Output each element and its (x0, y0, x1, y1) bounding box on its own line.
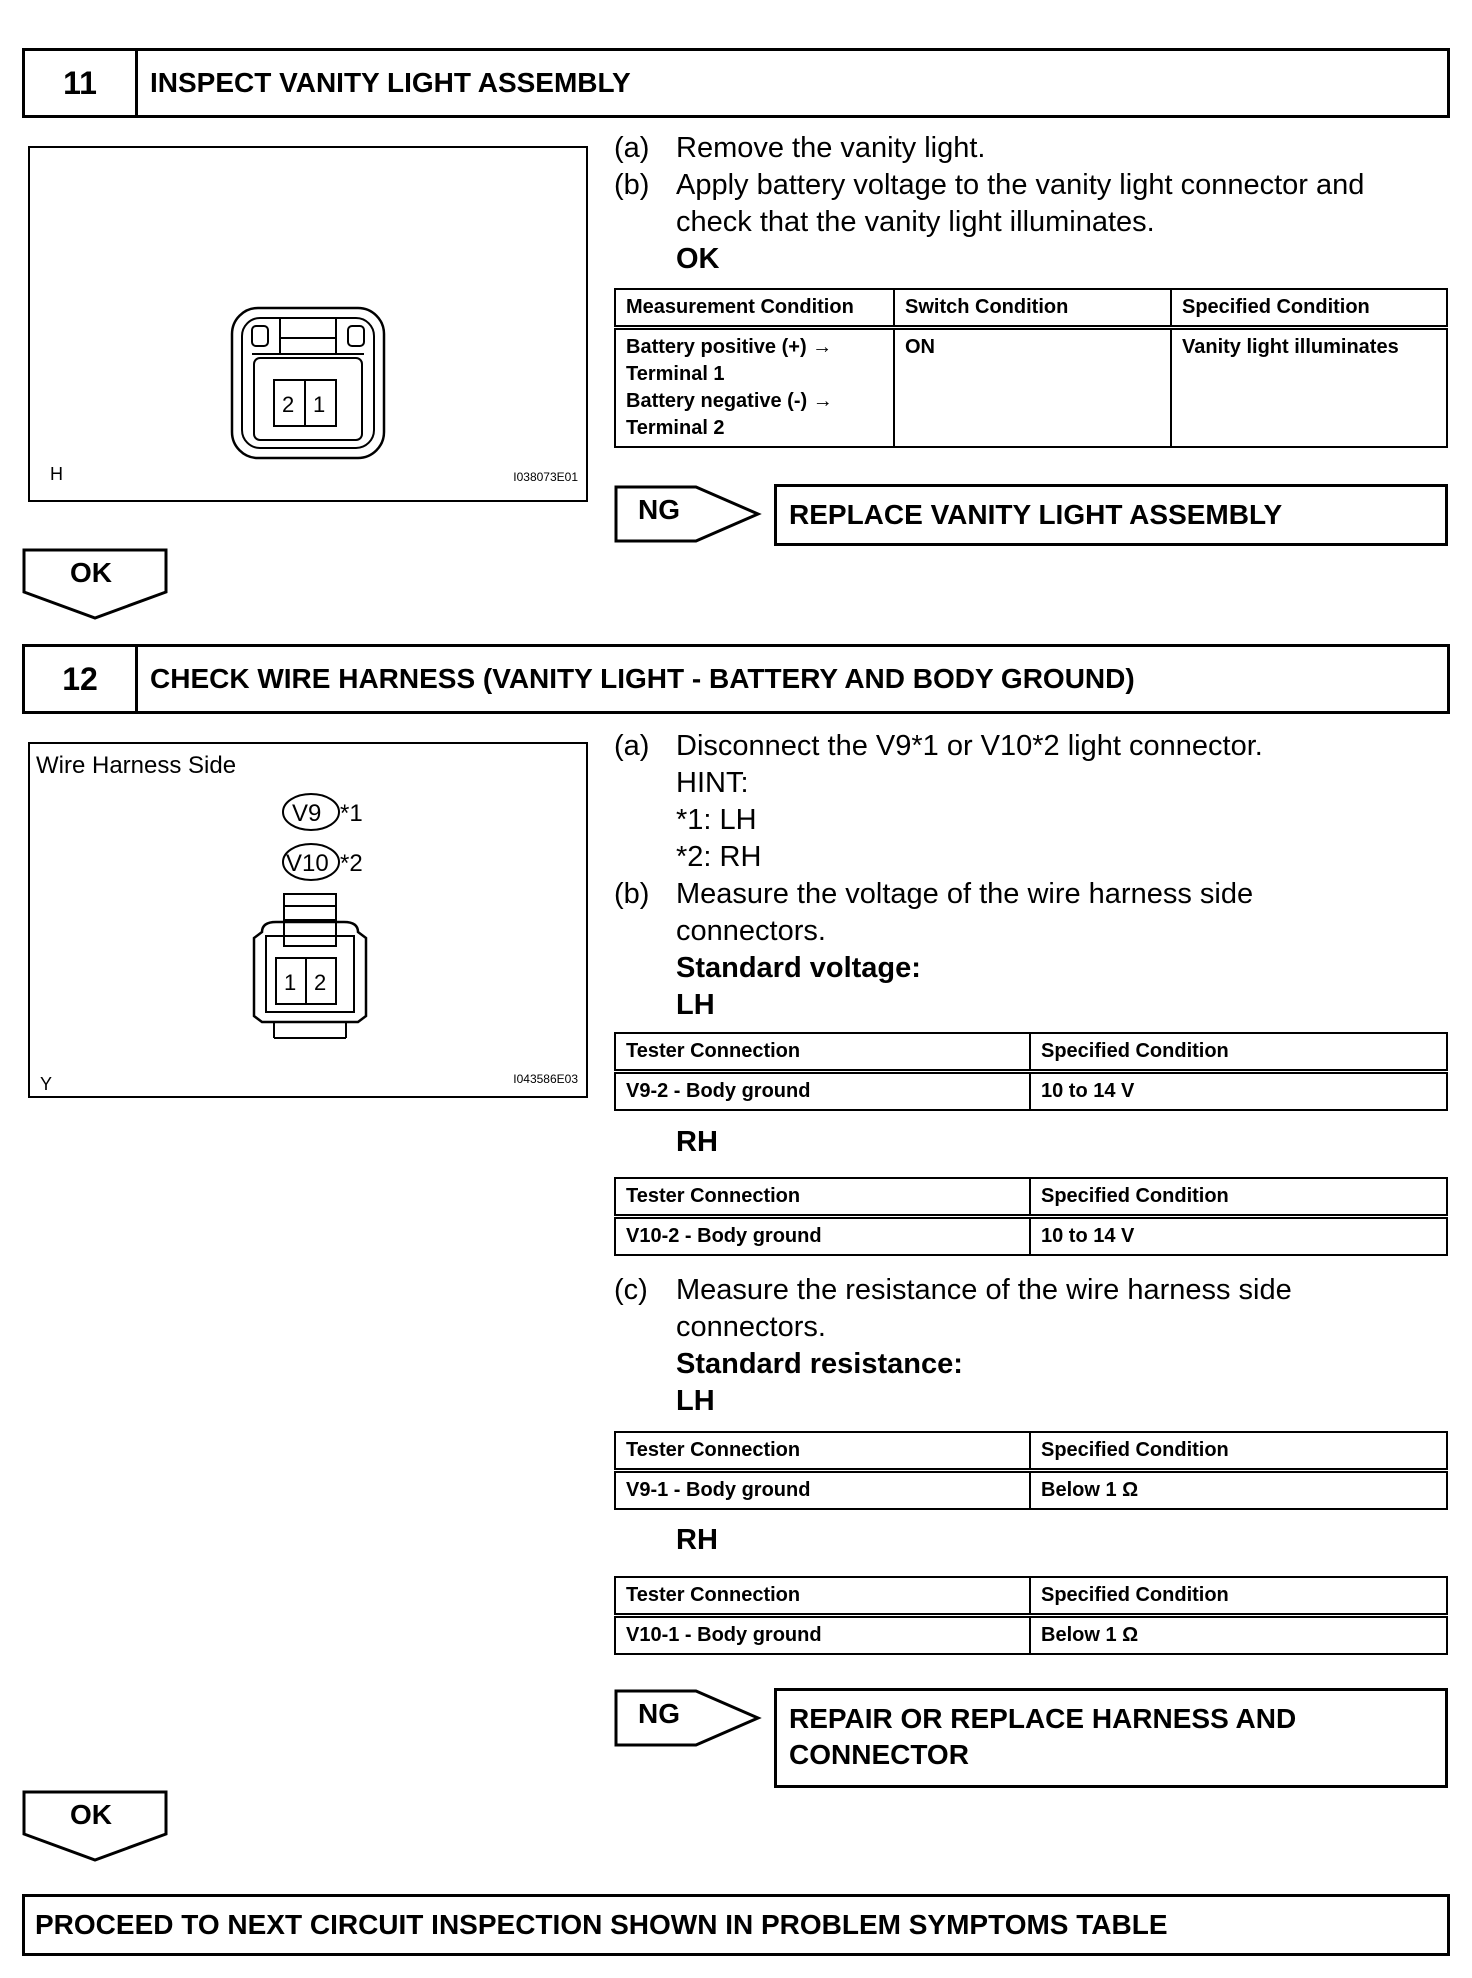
step-text: Disconnect the V9*1 or V10*2 light connector. (676, 730, 1263, 762)
table-row (615, 1072, 1447, 1111)
instruction-b (614, 167, 1434, 241)
figure-letter: Y (40, 1074, 53, 1094)
table-cell: 10 to 14 V (1030, 1217, 1447, 1256)
figure-code: I043586E03 (513, 1072, 578, 1086)
step-11-header (22, 48, 1450, 118)
instruction-c (614, 1272, 1434, 1346)
table-cell: ON (894, 328, 1171, 448)
table-cell: V10-1 - Body ground (615, 1616, 1030, 1655)
side-label: LH (676, 1385, 715, 1417)
table-cell (615, 328, 894, 448)
table-cell: V9-1 - Body ground (615, 1471, 1030, 1510)
ng-label: NG (638, 1698, 680, 1729)
step-label: (a) (614, 730, 650, 762)
table-cell: Below 1 Ω (1030, 1471, 1447, 1510)
table-cell: 10 to 14 V (1030, 1072, 1447, 1111)
pin-label: 1 (284, 970, 297, 995)
wire-harness-figure (28, 742, 588, 1098)
hint-title: HINT: (676, 767, 749, 799)
table-header: Specified Condition (1171, 289, 1447, 328)
harness-connector-diagram (30, 744, 586, 1096)
connector-id: V9 (292, 800, 322, 827)
step-label: (a) (614, 132, 650, 164)
connector-id: V10 (286, 850, 329, 877)
ng-action-line: REPAIR OR REPLACE HARNESS AND (789, 1703, 1297, 1734)
standard-label: Standard resistance: (676, 1348, 963, 1380)
table-cell: V9-2 - Body ground (615, 1072, 1030, 1111)
table-header: Specified Condition (1030, 1577, 1447, 1616)
table-header: Specified Condition (1030, 1033, 1447, 1072)
vanity-light-connector-diagram (30, 148, 586, 500)
cell-line: Battery positive (+) → (626, 336, 833, 358)
table-header: Switch Condition (894, 289, 1171, 328)
table-row (615, 1471, 1447, 1510)
table-header: Tester Connection (615, 1178, 1030, 1217)
table-row (615, 328, 1447, 448)
step-12-instruction-c (614, 1272, 1434, 1420)
step-label: (b) (614, 878, 650, 910)
ok-label: OK (70, 557, 112, 588)
ok-flow-1 (22, 548, 172, 620)
resistance-table-lh (614, 1431, 1448, 1510)
standard-label: Standard voltage: (676, 952, 921, 984)
final-instruction-box (22, 1894, 1450, 1956)
ng-branch (614, 484, 1454, 550)
inspection-table (614, 288, 1448, 448)
instruction-a (614, 728, 1434, 765)
pin-label: 2 (282, 392, 295, 417)
side-label: LH (676, 989, 715, 1021)
cell-line: Battery negative (-) → (626, 390, 833, 412)
step-title: CHECK WIRE HARNESS (VANITY LIGHT - BATTERY AND BODY GROUND) (150, 663, 1135, 694)
ng-action: REPLACE VANITY LIGHT ASSEMBLY (789, 499, 1283, 530)
instruction-a (614, 130, 1434, 167)
cell-line: Terminal 2 (626, 417, 725, 439)
step-title: INSPECT VANITY LIGHT ASSEMBLY (150, 67, 631, 98)
table-header: Specified Condition (1030, 1432, 1447, 1471)
table-cell: V10-2 - Body ground (615, 1217, 1030, 1256)
ok-label: OK (70, 1799, 112, 1830)
ng-action-box (774, 1688, 1448, 1788)
step-label: (c) (614, 1274, 648, 1306)
ok-flow-2 (22, 1790, 172, 1862)
step-12-header (22, 644, 1450, 714)
ng-arrow (614, 1688, 764, 1748)
table-header: Measurement Condition (615, 289, 894, 328)
ng-branch (614, 1688, 1454, 1790)
step-12-instructions-ab (614, 728, 1434, 1024)
figure-caption: Wire Harness Side (36, 752, 237, 779)
table-cell: Vanity light illuminates (1171, 328, 1447, 448)
connector-figure (28, 146, 588, 502)
figure-code: I038073E01 (513, 470, 578, 484)
table-header: Tester Connection (615, 1033, 1030, 1072)
table-row (615, 1217, 1447, 1256)
voltage-table-rh (614, 1177, 1448, 1256)
step-number: 12 (25, 647, 138, 711)
step-label: (b) (614, 169, 650, 201)
ng-label: NG (638, 494, 680, 525)
instruction-b (614, 876, 1434, 950)
ng-action-line: CONNECTOR (789, 1739, 969, 1770)
step-text: Remove the vanity light. (676, 132, 986, 164)
hint-item: *1: LH (676, 804, 757, 836)
ng-arrow (614, 484, 764, 544)
final-instruction: PROCEED TO NEXT CIRCUIT INSPECTION SHOWN IN PROBLEM SYMPTOMS TABLE (35, 1909, 1168, 1940)
table-cell: Below 1 Ω (1030, 1616, 1447, 1655)
cell-line: Terminal 1 (626, 363, 725, 385)
ng-action-box (774, 484, 1448, 546)
step-text: Apply battery voltage to the vanity light connector and check that the vanity light illuminates. (676, 169, 1365, 238)
side-label: RH (676, 1126, 718, 1158)
table-row (615, 1616, 1447, 1655)
connector-note: *1 (340, 800, 363, 827)
pin-label: 1 (313, 392, 326, 417)
step-number: 11 (25, 51, 138, 115)
table-header: Specified Condition (1030, 1178, 1447, 1217)
pin-label: 2 (314, 970, 327, 995)
step-text: Measure the resistance of the wire harness side connectors. (676, 1274, 1292, 1343)
table-header: Tester Connection (615, 1577, 1030, 1616)
connector-note: *2 (340, 850, 363, 877)
figure-letter: H (50, 464, 63, 484)
ok-criteria: OK (676, 243, 720, 275)
table-header: Tester Connection (615, 1432, 1030, 1471)
resistance-table-rh (614, 1576, 1448, 1655)
voltage-table-lh (614, 1032, 1448, 1111)
step-11-instructions (614, 130, 1434, 278)
step-text: Measure the voltage of the wire harness side connectors. (676, 878, 1254, 947)
side-label: RH (676, 1524, 718, 1556)
hint-item: *2: RH (676, 841, 762, 873)
